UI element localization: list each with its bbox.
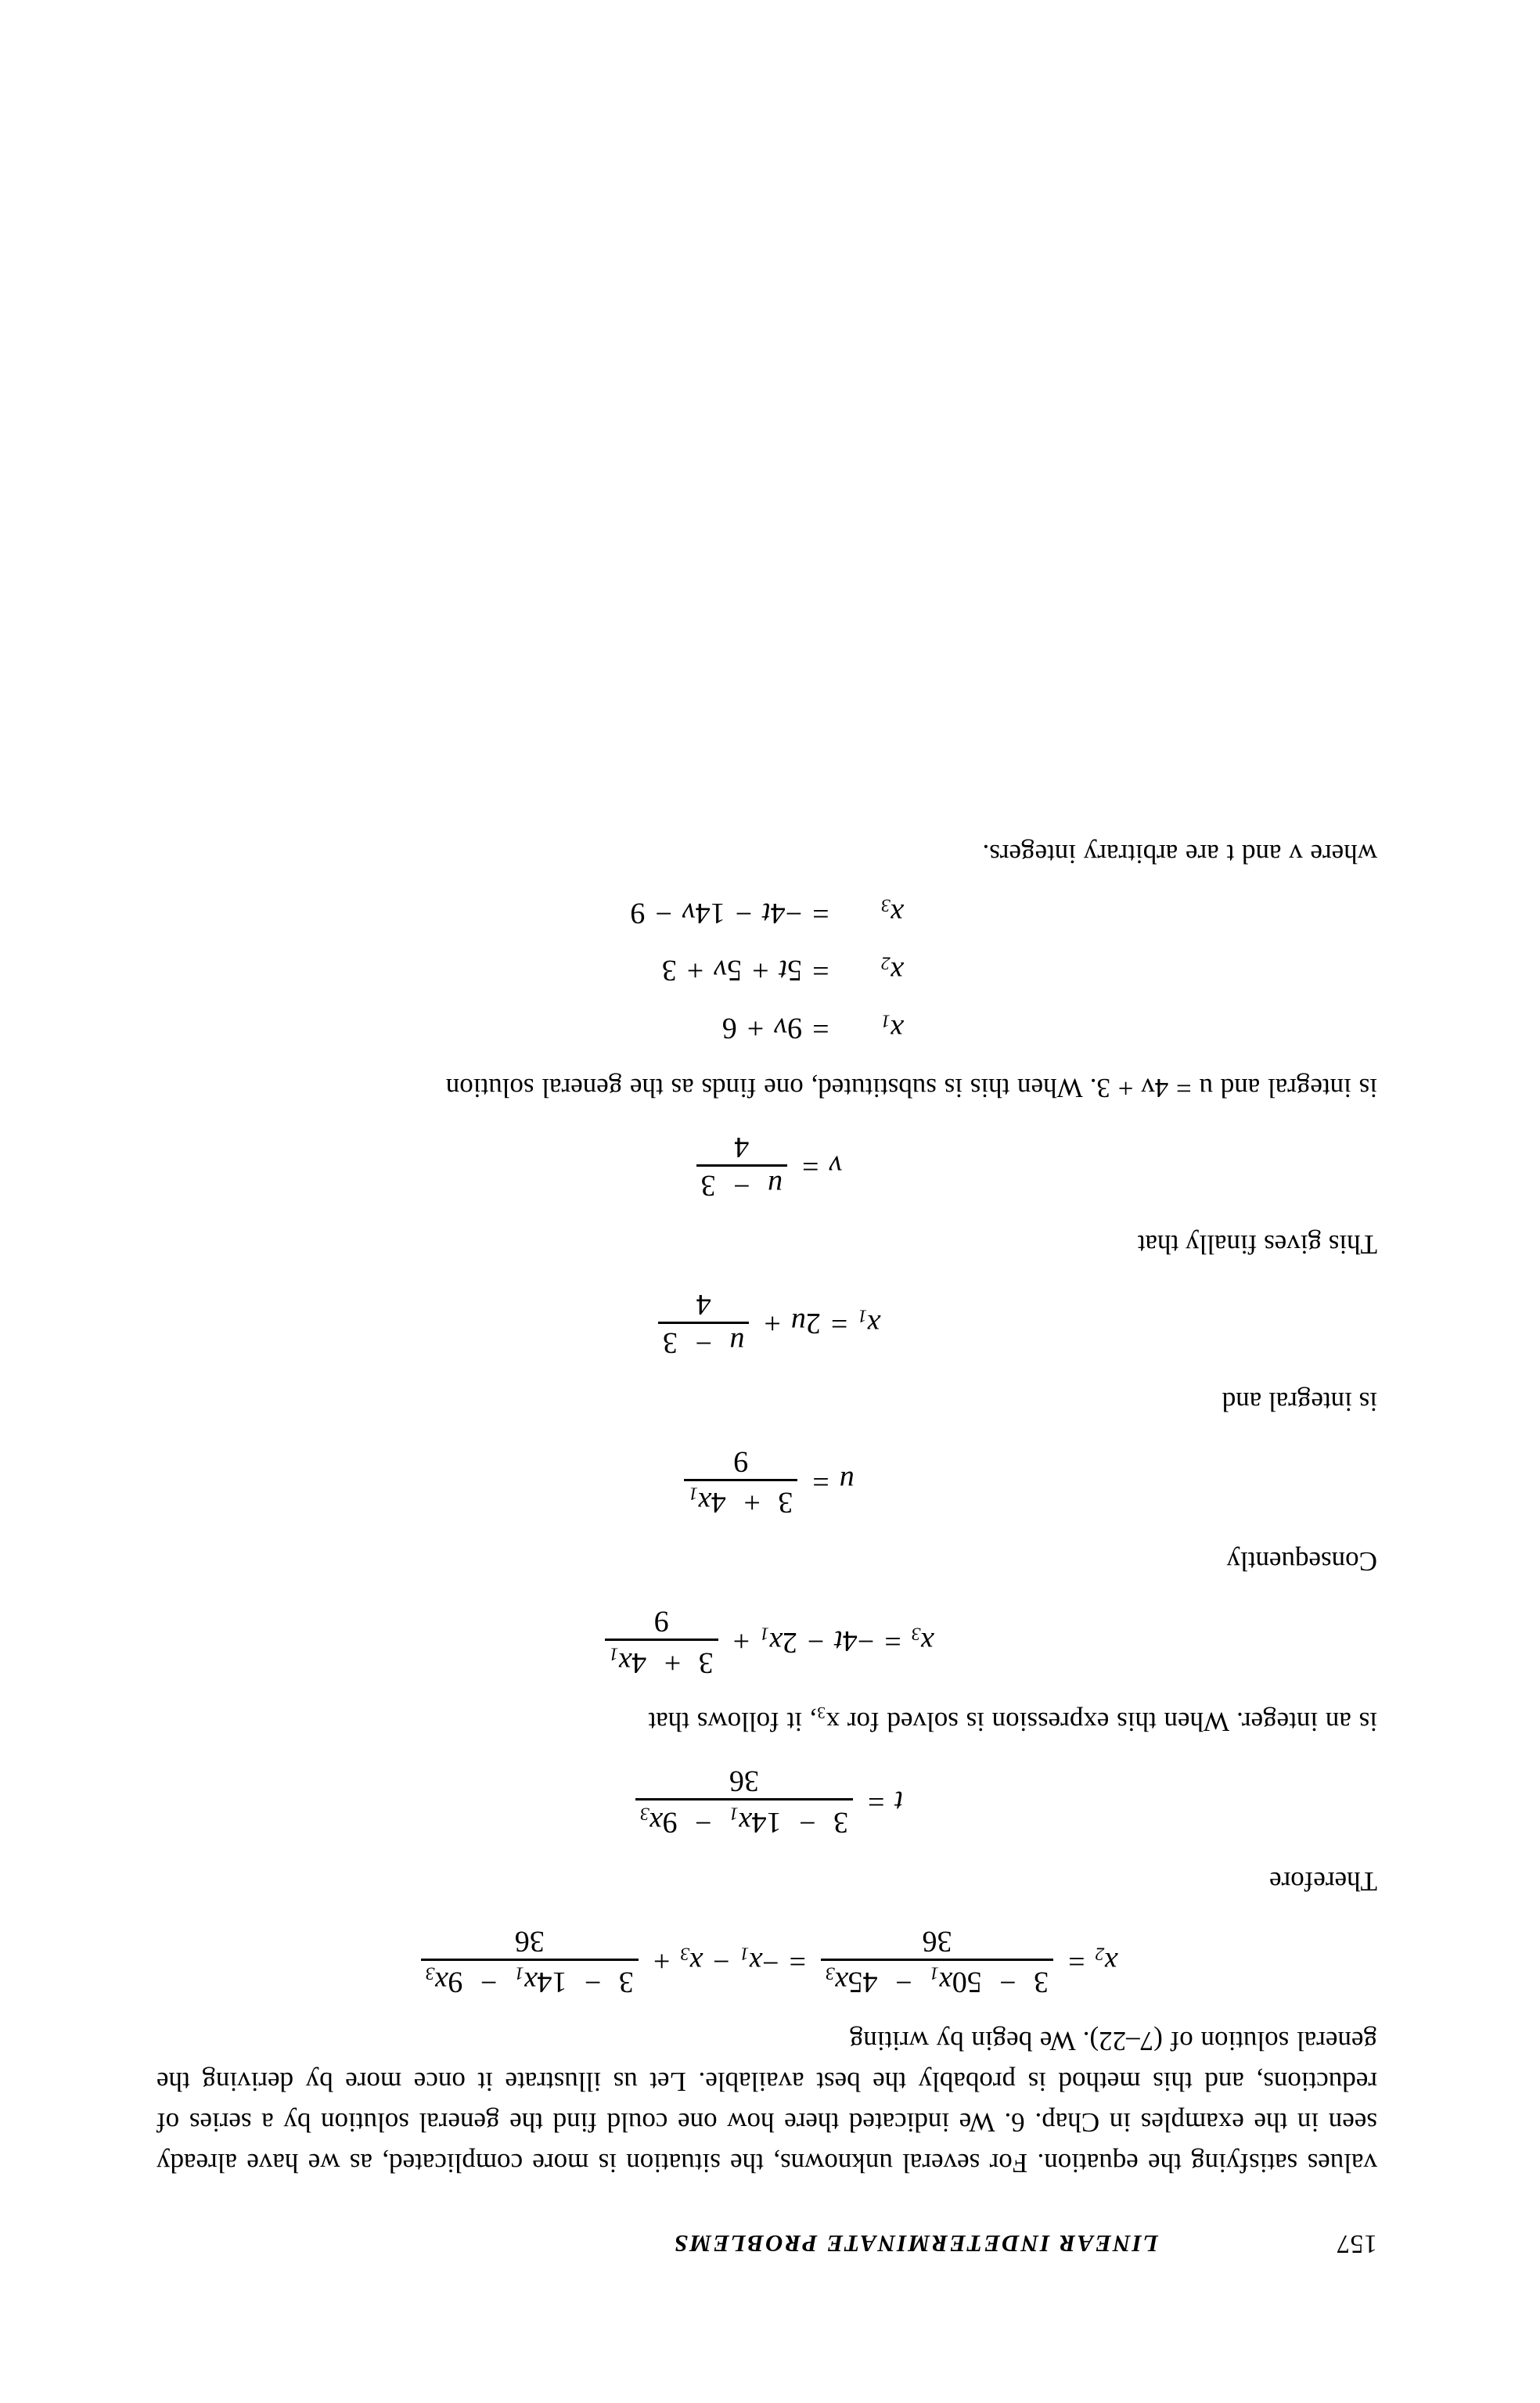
general-solution-block [157, 894, 1377, 1047]
label-this-gives-finally: This gives finally that [1137, 1229, 1377, 1261]
page-content [157, 833, 1377, 2258]
running-head [157, 2227, 1377, 2258]
equation-4-lhs: u [839, 1465, 855, 1498]
equation-4: u = $3 + 4x_1$ 9 [679, 1445, 855, 1517]
equation-block-4 [157, 1445, 1377, 1520]
paragraph-where-clause: where v and t are arbitrary integers. [982, 838, 1377, 869]
equation-6-fraction: u − 3 4 [696, 1131, 787, 1201]
equation-3-fraction: $3 + 4x_1$ 9 [605, 1605, 718, 1677]
solution-equation-x3: $x_3$ = −4t − 14v − 9 [630, 894, 904, 931]
equation-block-3 [157, 1605, 1377, 1677]
equation-2-fraction: $3 - 14x_1 - 9x_3$ 36 [635, 1765, 853, 1837]
equation-5-lhs: $x_1$ [858, 1304, 880, 1341]
solution-equation-x1: $x_1$ = 9v + 6 [721, 1009, 904, 1046]
equation-1-fraction-2: $3 - 14x_1 - 9x_3$ 36 [421, 1925, 639, 1997]
paragraph-is-an-integer: is an integer. When this expression is solved for x₃, it follows that [648, 1706, 1377, 1737]
equation-block-1 [157, 1925, 1377, 1997]
equation-1-fraction-1: $3 - 50x_1 - 45x_3$ 36 [821, 1925, 1053, 1997]
label-consequently: Consequently [1226, 1546, 1377, 1577]
paragraph-intro: values satisfying the equation. For several unknowns, the situation is more complicated, as we have already seen in the examples in Chap. 6. We indicated there how one could find the general solution by a series of reductions, and this method is probably the best available. Let us illustrate it once more by deriving the general solution of (7–22). We begin by writing [157, 2026, 1377, 2178]
label-therefore: Therefore [1269, 1865, 1377, 1897]
equation-6: v = u − 3 4 [692, 1131, 843, 1201]
equation-5: $x_1$ = 2u + u − 3 4 [653, 1288, 880, 1358]
equation-5-fraction: u − 3 4 [658, 1288, 749, 1358]
label-is-integral-and: is integral and [1222, 1387, 1377, 1418]
equation-6-lhs: v [829, 1149, 843, 1182]
page-number: 157 [1336, 2229, 1377, 2258]
equation-2-lhs: t [894, 1784, 904, 1818]
running-head-title: LINEAR INDETERMINATE PROBLEMS [672, 2230, 1158, 2257]
equation-block-2 [157, 1765, 1377, 1837]
equation-3: $x_3$ = −4t − $2x_1$ + $3 + 4x_1$ 9 [600, 1605, 934, 1677]
equation-2: t = $3 - 14x_1 - 9x_3$ 36 [631, 1765, 903, 1837]
equation-3-lhs: $x_3$ [911, 1623, 934, 1660]
equation-block-5 [157, 1288, 1377, 1358]
equation-block-6 [157, 1131, 1377, 1201]
equation-4-fraction: $3 + 4x_1$ 9 [684, 1445, 797, 1517]
solution-equation-x2: $x_2$ = 5t + 5v + 3 [661, 952, 904, 988]
equation-1: $x_2$ = $3 - 50x_1 - 45x_3$ 36 = $-x_1$ − $x_3$ + $3 - 14x_1 - 9x_3$ 36 [416, 1925, 1118, 1997]
equation-1-lhs: $x_2$ [1095, 1943, 1118, 1979]
paragraph-is-integral-and-u: is integral and u = 4v + 3. When this is substituted, one finds as the general solution [445, 1072, 1377, 1103]
